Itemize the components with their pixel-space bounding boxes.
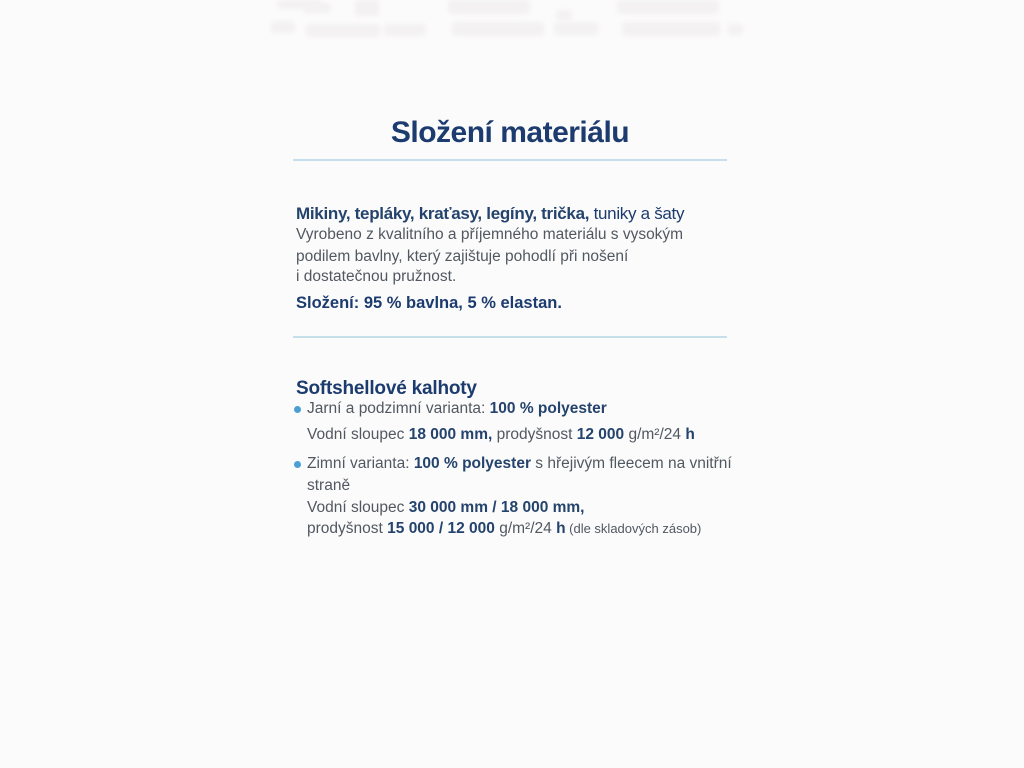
section-divider: [293, 159, 727, 161]
faded-artifact: [728, 24, 743, 35]
bullet-icon: [294, 461, 301, 468]
softshell-section-heading: Softshellové kalhoty: [296, 377, 477, 399]
section-divider: [293, 336, 727, 338]
list-item-winter-specs-line2: [293, 520, 701, 538]
list-item-spring-variant: [293, 400, 607, 418]
list-item-text: Jarní a podzimní varianta: 100 % polyester: [307, 400, 607, 417]
content-column: [293, 0, 732, 768]
bullet-icon: [294, 406, 301, 413]
list-item-spring-specs: [293, 426, 695, 444]
page-title: Složení materiálu: [390, 116, 630, 150]
composition-statement: Složení: 95 % bavlna, 5 % elastan.: [296, 294, 562, 312]
faded-artifact: [271, 21, 295, 33]
apparel-description-line: podilem bavlny, který zajištuje pohodlí při nošení: [296, 248, 629, 265]
list-item-text: prodyšnost 15 000 / 12 000 g/m²/24 h (dle skladových zásob): [307, 520, 702, 537]
apparel-section-heading: Mikiny, tepláky, kraťasy, legíny, trička, tuniky a šaty: [296, 204, 685, 224]
apparel-description-line: Vyrobeno z kvalitního a příjemného materiálu s vysokým: [296, 226, 684, 243]
list-item-winter-specs-line1: [293, 499, 585, 517]
list-item-winter-variant: [293, 455, 732, 473]
apparel-description-line: i dostatečnou pružnost.: [296, 268, 457, 285]
list-item-text: Vodní sloupec 18 000 mm, prodyšnost 12 000 g/m²/24 h: [307, 426, 695, 443]
list-item-winter-variant-wrap: [293, 477, 350, 495]
list-item-text: Vodní sloupec 30 000 mm / 18 000 mm,: [307, 499, 585, 516]
list-item-text: Zimní varianta: 100 % polyester s hřejivým fleecem na vnitřní: [307, 455, 732, 472]
list-item-text: straně: [307, 477, 351, 494]
